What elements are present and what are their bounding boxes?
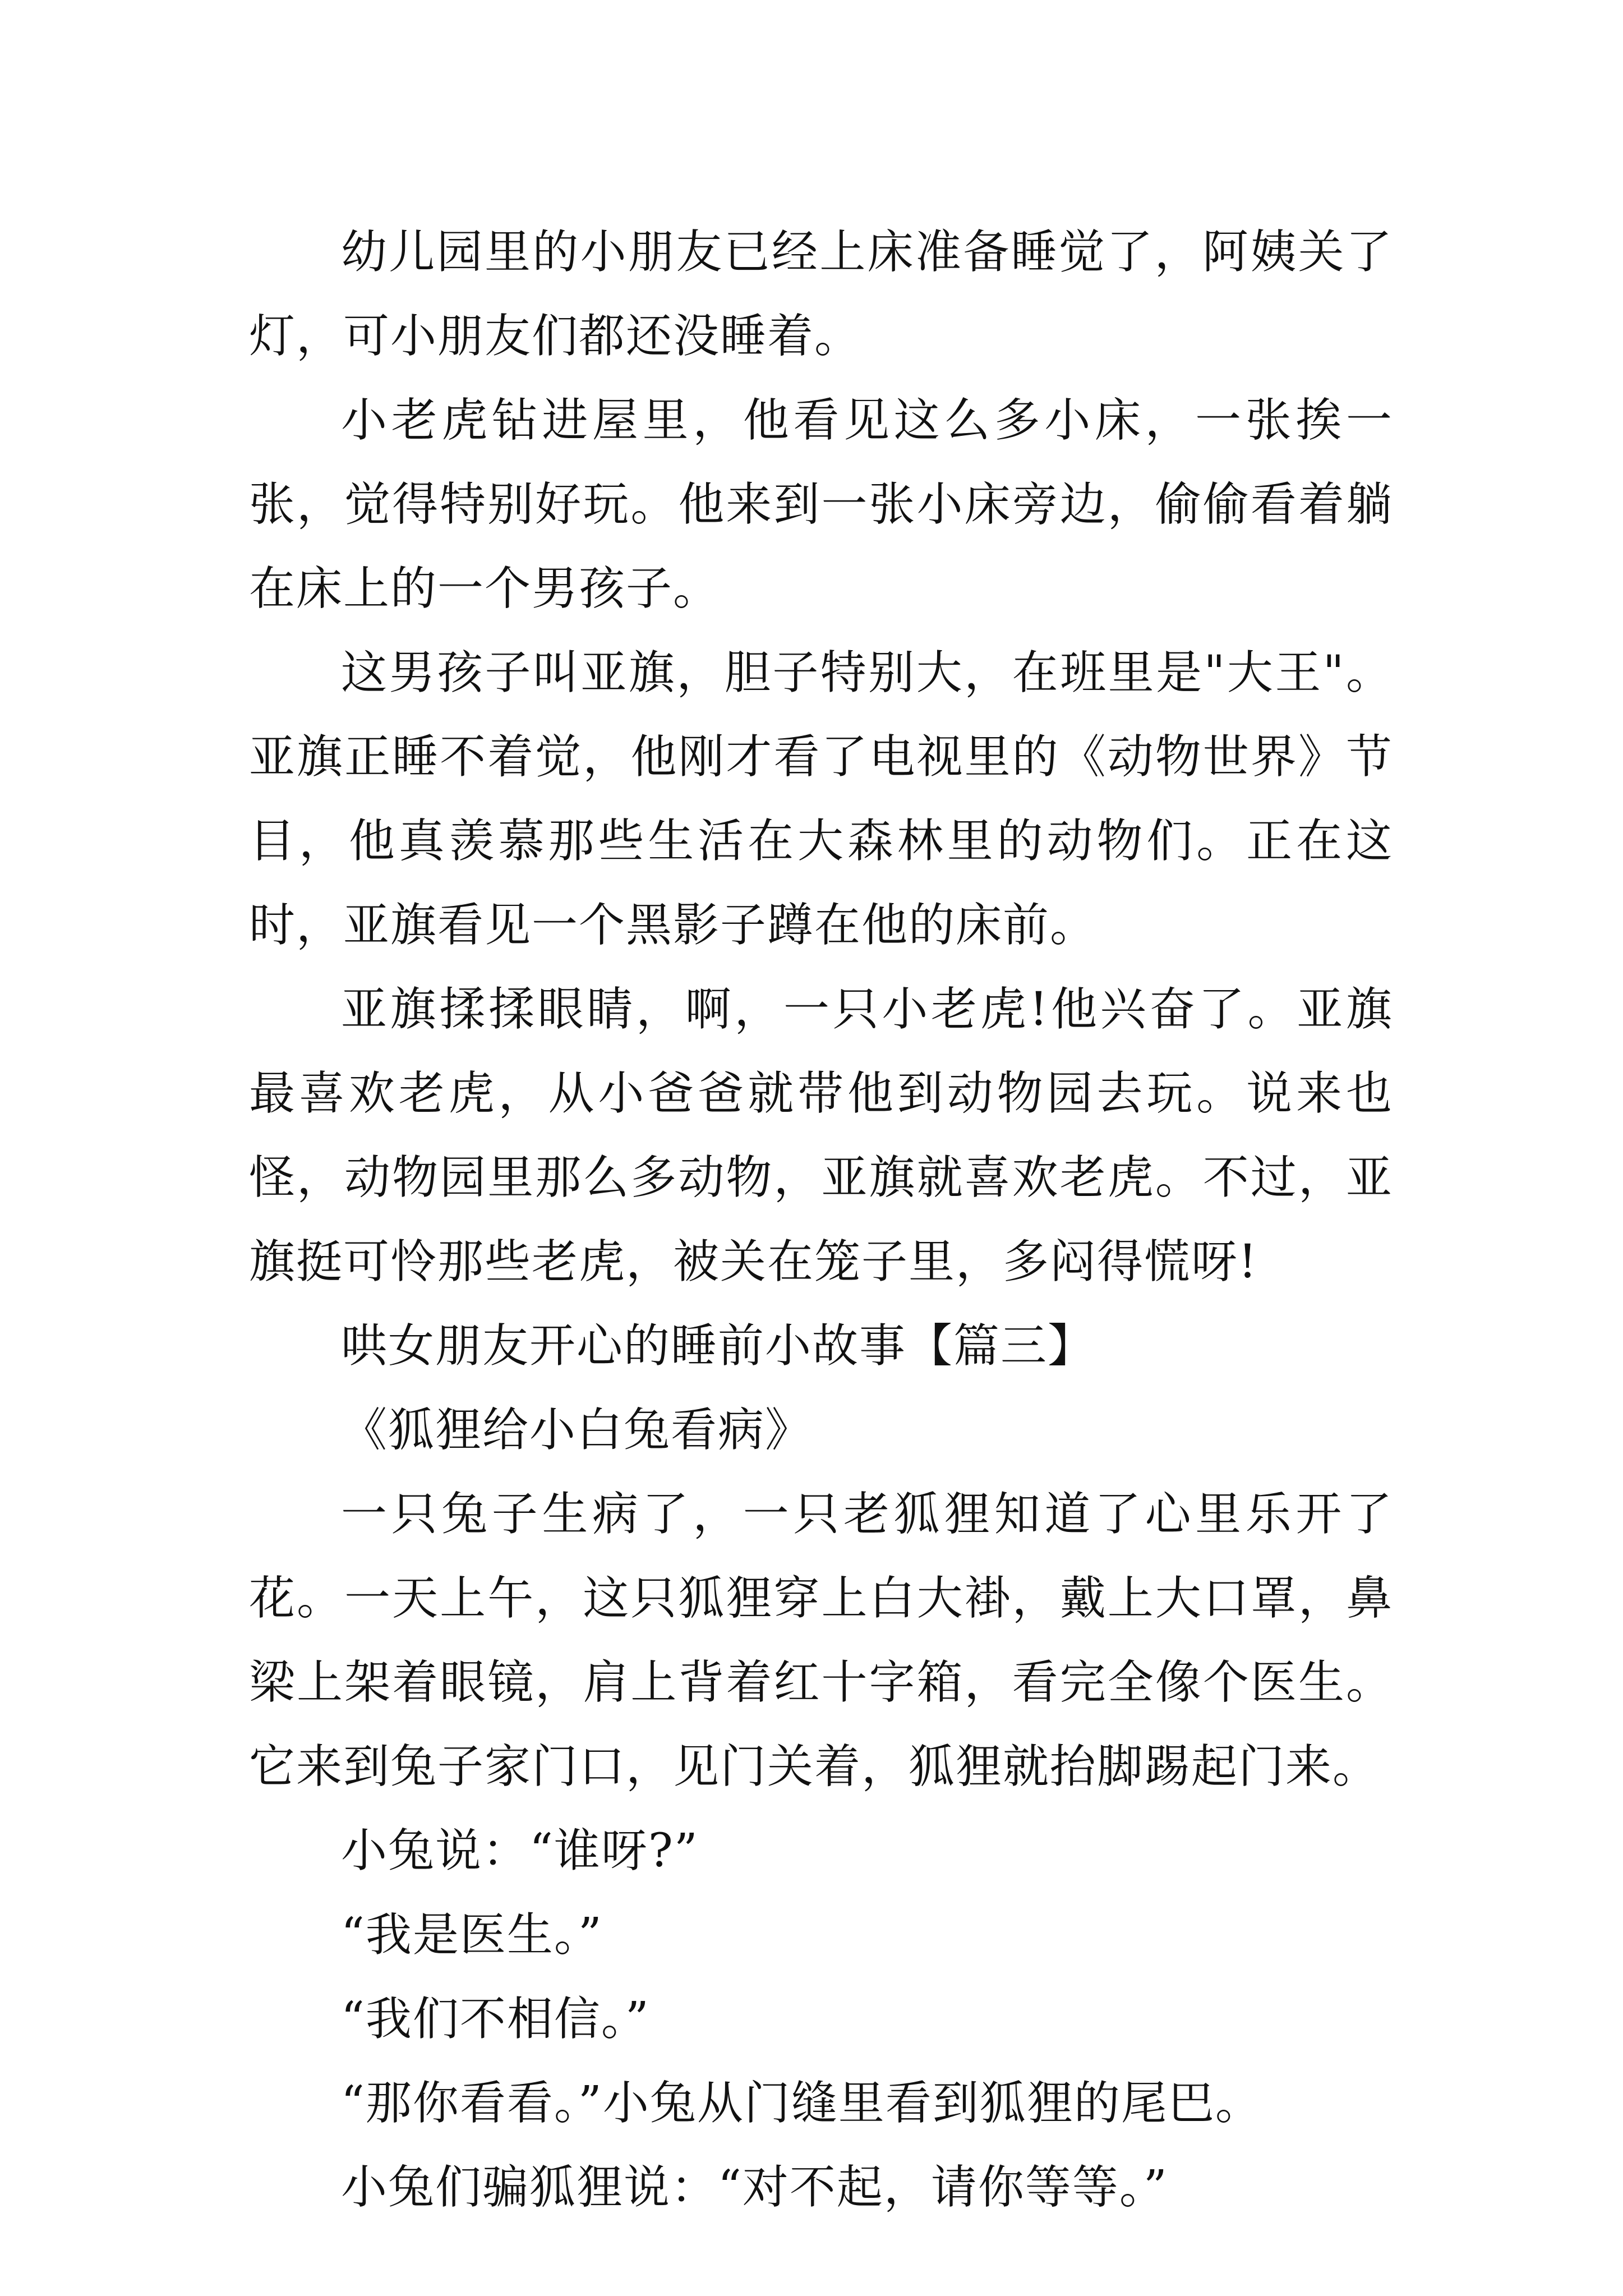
- story-title: 《狐狸给小白兔看病》: [341, 1404, 813, 1457]
- dialogue-line: “我是医生。”: [341, 1908, 603, 1962]
- dialogue-line: “那你看看。”小兔从门缝里看到狐狸的尾巴。: [341, 2077, 1262, 2130]
- dialogue-line: 小兔说：“谁呀?”: [341, 1824, 699, 1878]
- dialogue-line: 小兔们骗狐狸说：“对不起，请你等等。”: [341, 2161, 1168, 2214]
- dialogue-line: “我们不相信。”: [341, 1993, 650, 2046]
- paragraph-yaqi-intro: 这男孩子叫亚旗，胆子特别大，在班里是"大王"。亚旗正睡不着觉，他刚才看了电视里的《动物世界》节目，他真羡慕那些生活在大森林里的动物们。正在这时，亚旗看见一个黑影子蹲在他的床前。: [249, 646, 1393, 952]
- paragraph-little-tiger-enters: 小老虎钻进屋里，他看见这么多小床，一张挨一张，觉得特别好玩。他来到一张小床旁边，偷偷看着躺在床上的一个男孩子。: [249, 394, 1393, 615]
- paragraph-kindergarten-bedtime: 幼儿园里的小朋友已经上床准备睡觉了，阿姨关了灯，可小朋友们都还没睡着。: [249, 226, 1393, 363]
- paragraph-fox-doctor: 一只兔子生病了，一只老狐狸知道了心里乐开了花。一天上午，这只狐狸穿上白大褂，戴上大口罩，鼻梁上架着眼镜，肩上背着红十字箱，看完全像个医生。它来到兔子家门口，见门关着，狐狸就抬脚踢起门来。: [249, 1488, 1393, 1793]
- document-body: [249, 210, 1393, 2230]
- section-heading: 哄女朋友开心的睡前小故事【篇三】: [341, 1319, 1095, 1373]
- paragraph-yaqi-sees-tiger: 亚旗揉揉眼睛，啊，一只小老虎!他兴奋了。亚旗最喜欢老虎，从小爸爸就带他到动物园去玩。说来也怪，动物园里那么多动物，亚旗就喜欢老虎。不过，亚旗挺可怜那些老虎，被关在笼子里，多闷得慌呀!: [249, 983, 1393, 1289]
